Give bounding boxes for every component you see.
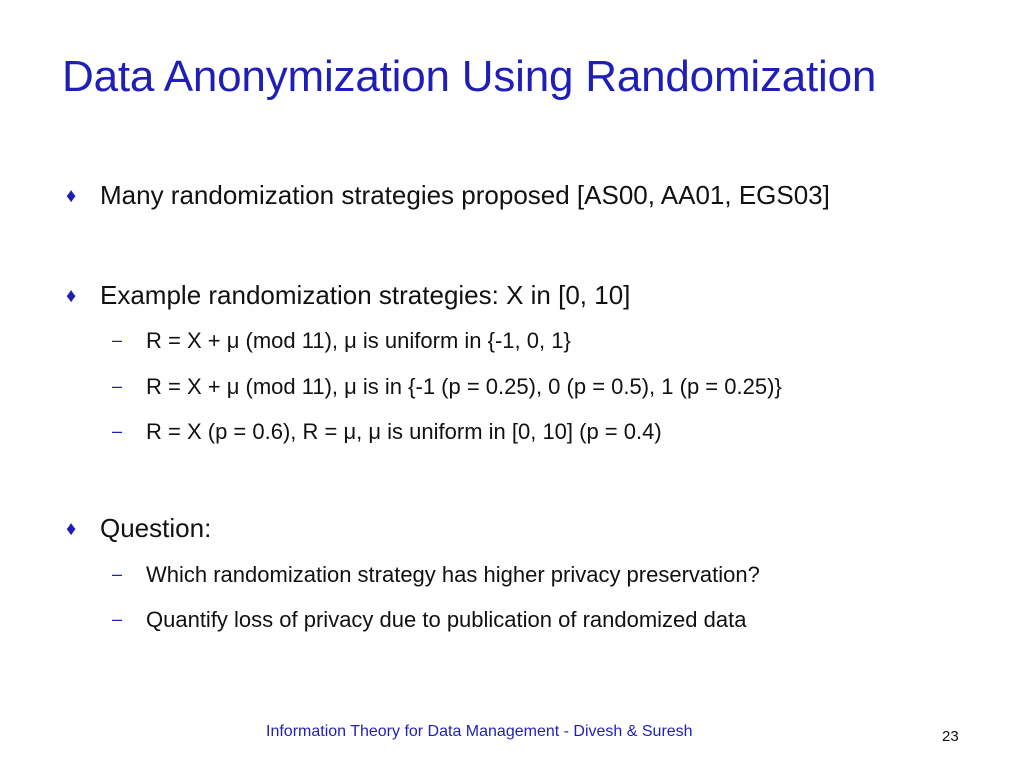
slide-footer: Information Theory for Data Management - Divesh & Suresh <box>266 723 693 740</box>
page-number: 23 <box>942 728 959 745</box>
bullet-text: Question: <box>100 513 212 543</box>
slide-title: Data Anonymization Using Randomization <box>62 52 877 101</box>
sub-bullet-text: R = X + μ (mod 11), μ is in {-1 (p = 0.25), 0 (p = 0.5), 1 (p = 0.25)} <box>146 374 782 399</box>
dash-bullet-icon: – <box>112 609 123 629</box>
bullet-item <box>66 180 830 211</box>
dash-bullet-icon: – <box>112 421 123 441</box>
sub-bullet-item <box>112 419 662 445</box>
dash-bullet-icon: – <box>112 564 123 584</box>
bullet-text: Many randomization strategies proposed [AS00, AA01, EGS03] <box>100 180 830 210</box>
sub-bullet-item <box>112 328 571 354</box>
bullet-text: Example randomization strategies: X in [0, 10] <box>100 280 631 310</box>
bullet-item <box>66 513 211 544</box>
sub-bullet-text: Quantify loss of privacy due to publication of randomized data <box>146 607 747 632</box>
diamond-bullet-icon: ♦ <box>66 185 77 207</box>
bullet-item <box>66 280 630 311</box>
sub-bullet-item <box>112 374 782 400</box>
sub-bullet-item <box>112 607 746 633</box>
dash-bullet-icon: – <box>112 330 123 350</box>
sub-bullet-text: R = X + μ (mod 11), μ is uniform in {-1, 0, 1} <box>146 328 571 353</box>
diamond-bullet-icon: ♦ <box>66 285 77 307</box>
diamond-bullet-icon: ♦ <box>66 518 77 540</box>
sub-bullet-text: R = X (p = 0.6), R = μ, μ is uniform in [0, 10] (p = 0.4) <box>146 419 662 444</box>
dash-bullet-icon: – <box>112 376 123 396</box>
sub-bullet-item <box>112 562 760 588</box>
sub-bullet-text: Which randomization strategy has higher privacy preservation? <box>146 562 760 587</box>
